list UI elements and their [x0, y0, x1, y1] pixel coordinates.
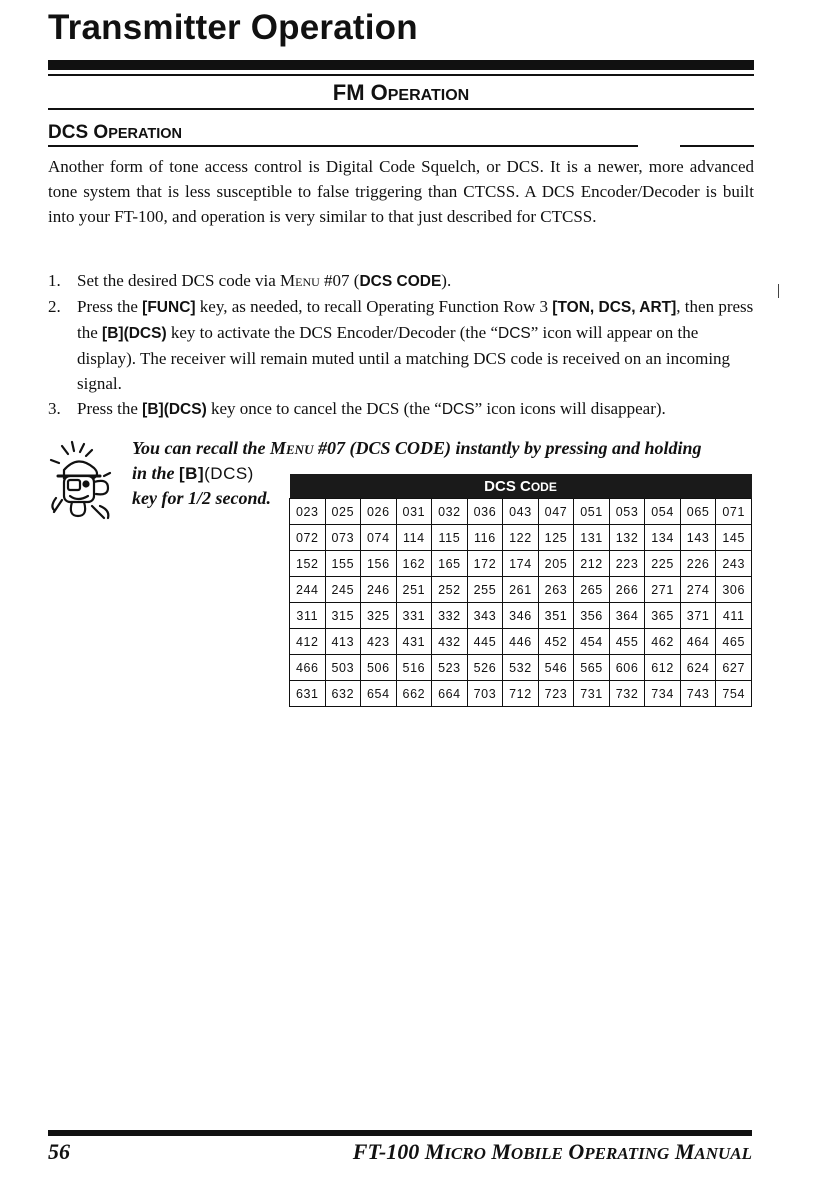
dcs-code-cell: 332: [432, 603, 468, 629]
dcs-code-cell: 631: [290, 681, 326, 707]
tip-mascot-icon: [48, 440, 128, 520]
dcs-code-cell: 155: [325, 551, 361, 577]
dcs-code-cell: 325: [361, 603, 397, 629]
list-item: 3. Press the [B](DCS) key once to cancel the DCS (the “DCS” icon icons will disappear).: [48, 399, 666, 418]
dcs-code-cell: 165: [432, 551, 468, 577]
dcs-code-cell: 026: [361, 499, 397, 525]
dcs-code-cell: 225: [645, 551, 681, 577]
dcs-code-cell: 265: [574, 577, 610, 603]
dcs-code-cell: 051: [574, 499, 610, 525]
dcs-code-cell: 031: [396, 499, 432, 525]
dcs-code-cell: 712: [503, 681, 539, 707]
dcs-code-cell: 125: [538, 525, 574, 551]
dcs-code-cell: 053: [609, 499, 645, 525]
dcs-code-cell: 412: [290, 629, 326, 655]
dcs-code-cell: 023: [290, 499, 326, 525]
dcs-code-cell: 134: [645, 525, 681, 551]
dcs-code-cell: 612: [645, 655, 681, 681]
dcs-code-cell: 723: [538, 681, 574, 707]
dcs-code-cell: 043: [503, 499, 539, 525]
dcs-code-cell: 606: [609, 655, 645, 681]
dcs-code-cell: 565: [574, 655, 610, 681]
dcs-code-cell: 446: [503, 629, 539, 655]
subsection-rule: [48, 145, 638, 147]
tip-note: You can recall the Menu #07 (DCS CODE) instantly by pressing and holding in the [B](DCS) key for 1/2 second.: [132, 438, 702, 508]
dcs-code-cell: 054: [645, 499, 681, 525]
dcs-code-cell: 654: [361, 681, 397, 707]
dcs-code-cell: 454: [574, 629, 610, 655]
footer-rule: [48, 1130, 752, 1136]
dcs-code-cell: 523: [432, 655, 468, 681]
dcs-code-cell: 356: [574, 603, 610, 629]
table-row: [290, 577, 752, 603]
dcs-code-cell: 047: [538, 499, 574, 525]
page-title: Transmitter Operation: [48, 8, 418, 47]
dcs-code-cell: 315: [325, 603, 361, 629]
dcs-code-cell: 462: [645, 629, 681, 655]
dcs-code-cell: 445: [467, 629, 503, 655]
dcs-code-cell: 032: [432, 499, 468, 525]
dcs-table-body: [290, 499, 752, 707]
dcs-code-cell: 116: [467, 525, 503, 551]
dcs-code-cell: 143: [680, 525, 716, 551]
dcs-code-cell: 734: [645, 681, 681, 707]
dcs-code-cell: 364: [609, 603, 645, 629]
intro-paragraph: Another form of tone access control is Digital Code Squelch, or DCS. It is a newer, more advanced tone system that is less susceptible to false triggering than CTCSS. A DCS Encoder/Decoder is built into your FT-100, and operation is very similar to that just described for CTCSS.: [48, 157, 754, 226]
table-row: [290, 499, 752, 525]
dcs-code-cell: 252: [432, 577, 468, 603]
dcs-code-cell: 346: [503, 603, 539, 629]
dcs-code-cell: 431: [396, 629, 432, 655]
dcs-code-cell: 114: [396, 525, 432, 551]
list-item: 2. Press the [FUNC] key, as needed, to recall Operating Function Row 3 [TON, DCS, ART], then press the [B](DCS) key to activate the DCS Encoder/Decoder (the “DCS” icon will appear on the display). The receiver will remain muted until a matching DCS code is received on an incoming signal.: [48, 297, 754, 393]
dcs-code-cell: 526: [467, 655, 503, 681]
dcs-code-cell: 065: [680, 499, 716, 525]
dcs-code-cell: 271: [645, 577, 681, 603]
dcs-code-cell: 365: [645, 603, 681, 629]
dcs-code-cell: 411: [716, 603, 752, 629]
dcs-code-cell: 266: [609, 577, 645, 603]
dcs-code-cell: 162: [396, 551, 432, 577]
table-row: [290, 629, 752, 655]
dcs-code-cell: 255: [467, 577, 503, 603]
dcs-code-cell: 212: [574, 551, 610, 577]
dcs-code-cell: 152: [290, 551, 326, 577]
dcs-code-cell: 071: [716, 499, 752, 525]
dcs-code-cell: 546: [538, 655, 574, 681]
dcs-code-cell: 245: [325, 577, 361, 603]
section-rule-bottom: [48, 108, 754, 110]
dcs-code-cell: 311: [290, 603, 326, 629]
dcs-code-cell: 731: [574, 681, 610, 707]
dcs-code-cell: 263: [538, 577, 574, 603]
dcs-code-cell: 145: [716, 525, 752, 551]
dcs-code-cell: 223: [609, 551, 645, 577]
dcs-code-cell: 466: [290, 655, 326, 681]
subsection-heading: DCS OPERATION: [48, 122, 183, 143]
dcs-code-cell: 036: [467, 499, 503, 525]
dcs-code-cell: 115: [432, 525, 468, 551]
table-row: [290, 525, 752, 551]
dcs-table-title: DCS CODE: [290, 474, 752, 499]
dcs-code-cell: 131: [574, 525, 610, 551]
section-heading: FM OPERATION: [332, 80, 470, 105]
dcs-code-cell: 703: [467, 681, 503, 707]
subsection-rule-right: [680, 145, 754, 147]
dcs-code-cell: 413: [325, 629, 361, 655]
dcs-code-cell: 532: [503, 655, 539, 681]
dcs-code-cell: 452: [538, 629, 574, 655]
dcs-code-cell: 025: [325, 499, 361, 525]
dcs-code-cell: 226: [680, 551, 716, 577]
dcs-code-cell: 072: [290, 525, 326, 551]
title-rule: [48, 60, 754, 70]
dcs-code-cell: 251: [396, 577, 432, 603]
steps-list: [48, 268, 754, 422]
dcs-code-cell: 516: [396, 655, 432, 681]
dcs-code-cell: 732: [609, 681, 645, 707]
dcs-code-cell: 464: [680, 629, 716, 655]
dcs-code-cell: 506: [361, 655, 397, 681]
dcs-code-cell: 331: [396, 603, 432, 629]
dcs-code-cell: 174: [503, 551, 539, 577]
table-row: [290, 603, 752, 629]
page-number: 56: [48, 1139, 70, 1164]
dcs-code-cell: 455: [609, 629, 645, 655]
dcs-code-cell: 172: [467, 551, 503, 577]
dcs-code-table: [289, 474, 752, 707]
table-row: [290, 551, 752, 577]
table-row: [290, 655, 752, 681]
table-row: [290, 681, 752, 707]
dcs-code-cell: 246: [361, 577, 397, 603]
dcs-code-cell: 122: [503, 525, 539, 551]
dcs-code-cell: 274: [680, 577, 716, 603]
dcs-code-cell: 351: [538, 603, 574, 629]
dcs-code-cell: 306: [716, 577, 752, 603]
dcs-code-cell: 244: [290, 577, 326, 603]
dcs-code-cell: 662: [396, 681, 432, 707]
margin-mark: [778, 284, 779, 298]
dcs-code-cell: 627: [716, 655, 752, 681]
dcs-code-cell: 624: [680, 655, 716, 681]
section-rule-top: [48, 74, 754, 76]
dcs-code-cell: 503: [325, 655, 361, 681]
dcs-code-cell: 156: [361, 551, 397, 577]
dcs-code-cell: 465: [716, 629, 752, 655]
dcs-code-cell: 132: [609, 525, 645, 551]
dcs-code-cell: 074: [361, 525, 397, 551]
dcs-code-cell: 743: [680, 681, 716, 707]
dcs-code-cell: 423: [361, 629, 397, 655]
dcs-code-cell: 754: [716, 681, 752, 707]
dcs-code-cell: 073: [325, 525, 361, 551]
dcs-code-cell: 205: [538, 551, 574, 577]
dcs-code-cell: 261: [503, 577, 539, 603]
manual-title: FT-100 MICRO MOBILE OPERATING MANUAL: [352, 1139, 752, 1164]
dcs-code-cell: 343: [467, 603, 503, 629]
dcs-code-cell: 243: [716, 551, 752, 577]
dcs-code-cell: 432: [432, 629, 468, 655]
list-item: 1. Set the desired DCS code via Menu #07 (DCS CODE).: [48, 271, 452, 290]
dcs-code-cell: 664: [432, 681, 468, 707]
dcs-code-cell: 371: [680, 603, 716, 629]
dcs-code-cell: 632: [325, 681, 361, 707]
